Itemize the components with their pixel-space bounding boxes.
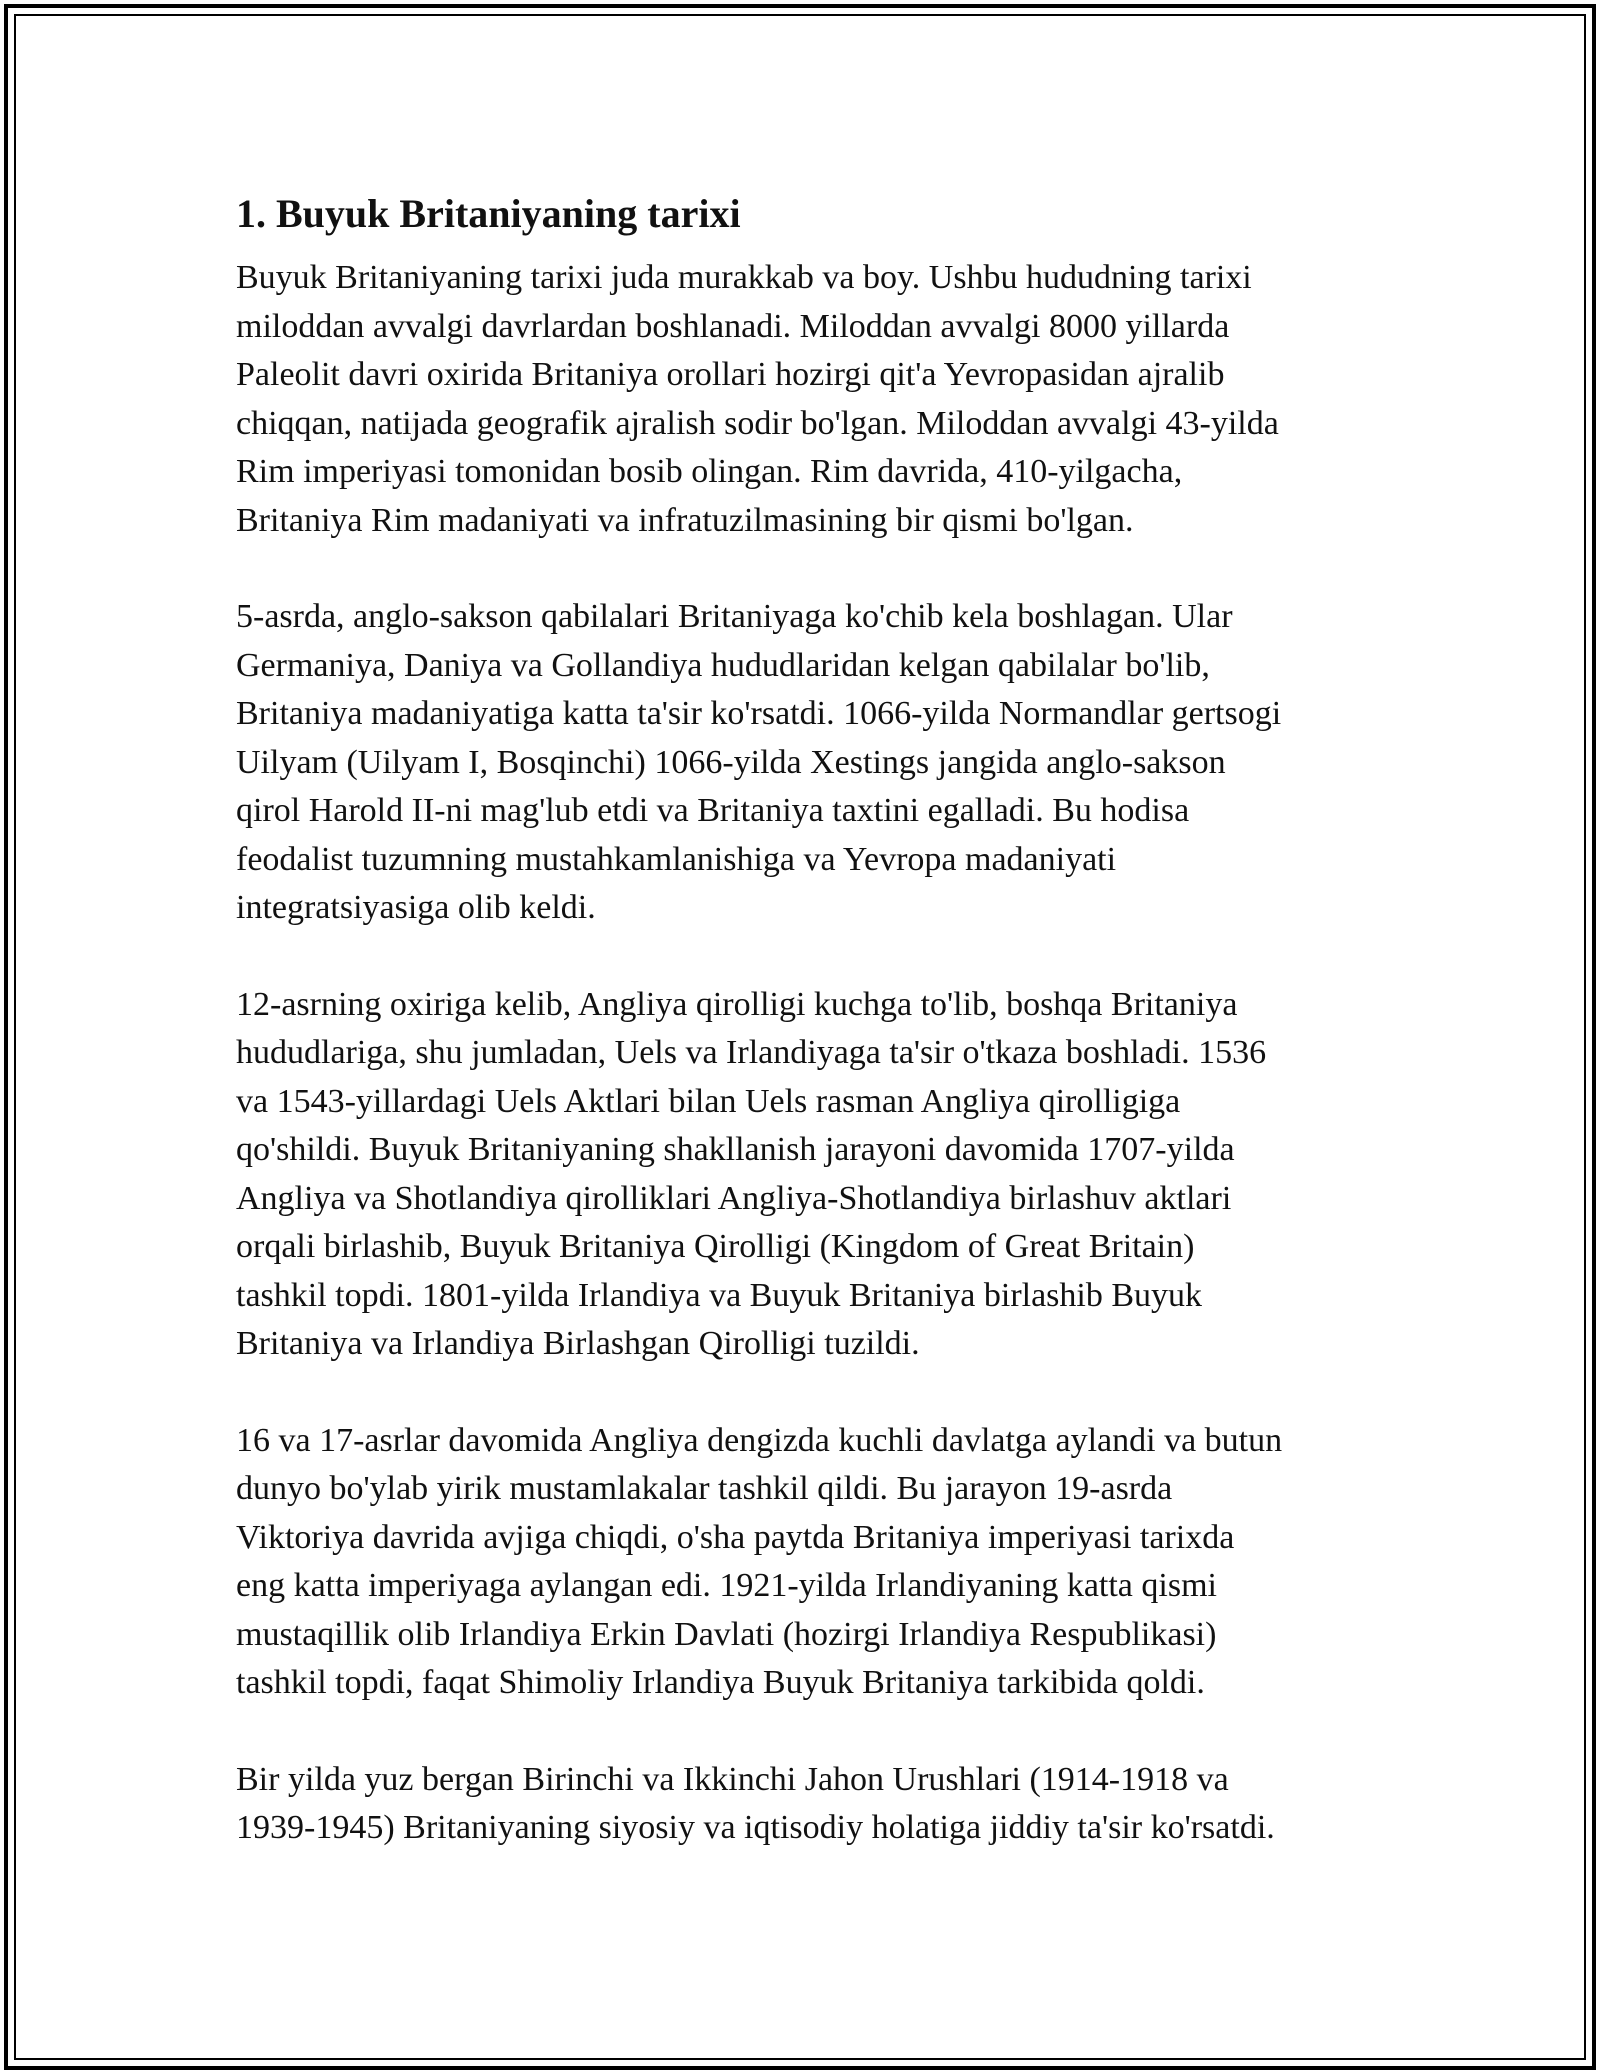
paragraph-line: 16 va 17-asrlar davomida Angliya dengizda kuchli davlatga aylandi va butun <box>236 1421 1283 1459</box>
paragraph-line: hududlariga, shu jumladan, Uels va Irlandiyaga ta'sir o'tkaza boshladi. 1536 <box>236 1034 1267 1071</box>
paragraph-line: Bir yilda yuz bergan Birinchi va Ikkinchi Jahon Urushlari (1914-1918 va <box>236 1760 1229 1798</box>
paragraph-line: dunyo bo'ylab yirik mustamlakalar tashkil qildi. Bu jarayon 19-asrda <box>236 1470 1173 1507</box>
paragraph-line: Paleolit davri oxirida Britaniya orollari hozirgi qit'a Yevropasidan ajralib <box>236 356 1225 393</box>
paragraph-line: tashkil topdi, faqat Shimoliy Irlandiya Buyuk Britaniya tarkibida qoldi. <box>236 1664 1205 1701</box>
paragraph-line: orqali birlashib, Buyuk Britaniya Qirolligi (Kingdom of Great Britain) <box>236 1228 1195 1265</box>
paragraph-line: va 1543-yillardagi Uels Aktlari bilan Uels rasman Angliya qirolligiga <box>236 1082 1181 1120</box>
paragraph-line: 5-asrda, anglo-sakson qabilalari Britaniyaga ko'chib kela boshlagan. Ular <box>236 598 1233 635</box>
document-body <box>236 184 1376 1901</box>
paragraph-line: Britaniya va Irlandiya Birlashgan Qirolligi tuzildi. <box>236 1325 920 1362</box>
paragraph-line: 1939-1945) Britaniyaning siyosiy va iqtisodiy holatiga jiddiy ta'sir ko'rsatdi. <box>236 1809 1275 1846</box>
paragraph-line: chiqqan, natijada geografik ajralish sodir bo'lgan. Miloddan avvalgi 43-yilda <box>236 404 1279 442</box>
paragraph-list <box>236 254 1376 1853</box>
paragraph-line: Germaniya, Daniya va Gollandiya hududlaridan kelgan qabilalar bo'lib, <box>236 646 1210 684</box>
paragraph-4 <box>236 1417 1376 1708</box>
paragraph-line: feodalist tuzumning mustahkamlanishiga va Yevropa madaniyati <box>236 840 1117 878</box>
paragraph-line: Britaniya Rim madaniyati va infratuzilmasining bir qismi bo'lgan. <box>236 501 1134 539</box>
paragraph-line: eng katta imperiyaga aylangan edi. 1921-yilda Irlandiyaning katta qismi <box>236 1567 1217 1604</box>
paragraph-3 <box>236 981 1376 1369</box>
paragraph-line: Uilyam (Uilyam I, Bosqinchi) 1066-yilda Xestings jangida anglo-sakson <box>236 743 1226 781</box>
paragraph-line: Britaniya madaniyatiga katta ta'sir ko'rsatdi. 1066-yilda Normandlar gertsogi <box>236 695 1282 732</box>
section-heading: 1. Buyuk Britaniyaning tarixi <box>236 191 741 236</box>
paragraph-line: Rim imperiyasi tomonidan bosib olingan. Rim davrida, 410-yilgacha, <box>236 453 1183 490</box>
paragraph-line: qo'shildi. Buyuk Britaniyaning shakllanish jarayoni davomida 1707-yilda <box>236 1131 1235 1168</box>
paragraph-line: Angliya va Shotlandiya qirolliklari Angliya-Shotlandiya birlashuv aktlari <box>236 1179 1232 1217</box>
paragraph-line: Buyuk Britaniyaning tarixi juda murakkab va boy. Ushbu hududning tarixi <box>236 259 1252 296</box>
paragraph-line: miloddan avvalgi davrlardan boshlanadi. Miloddan avvalgi 8000 yillarda <box>236 307 1230 345</box>
paragraph-5 <box>236 1756 1376 1853</box>
paragraph-line: tashkil topdi. 1801-yilda Irlandiya va Buyuk Britaniya birlashib Buyuk <box>236 1276 1203 1314</box>
paragraph-line: integratsiyasiga olib keldi. <box>236 889 596 926</box>
paragraph-2 <box>236 593 1376 933</box>
paragraph-line: Viktoriya davrida avjiga chiqdi, o'sha paytda Britaniya imperiyasi tarixda <box>236 1518 1235 1556</box>
paragraph-1 <box>236 254 1376 545</box>
paragraph-line: mustaqillik olib Irlandiya Erkin Davlati (hozirgi Irlandiya Respublikasi) <box>236 1615 1217 1653</box>
paragraph-line: qirol Harold II-ni mag'lub etdi va Britaniya taxtini egalladi. Bu hodisa <box>236 792 1190 829</box>
paragraph-line: 12-asrning oxiriga kelib, Angliya qirolligi kuchga to'lib, boshqa Britaniya <box>236 985 1238 1023</box>
